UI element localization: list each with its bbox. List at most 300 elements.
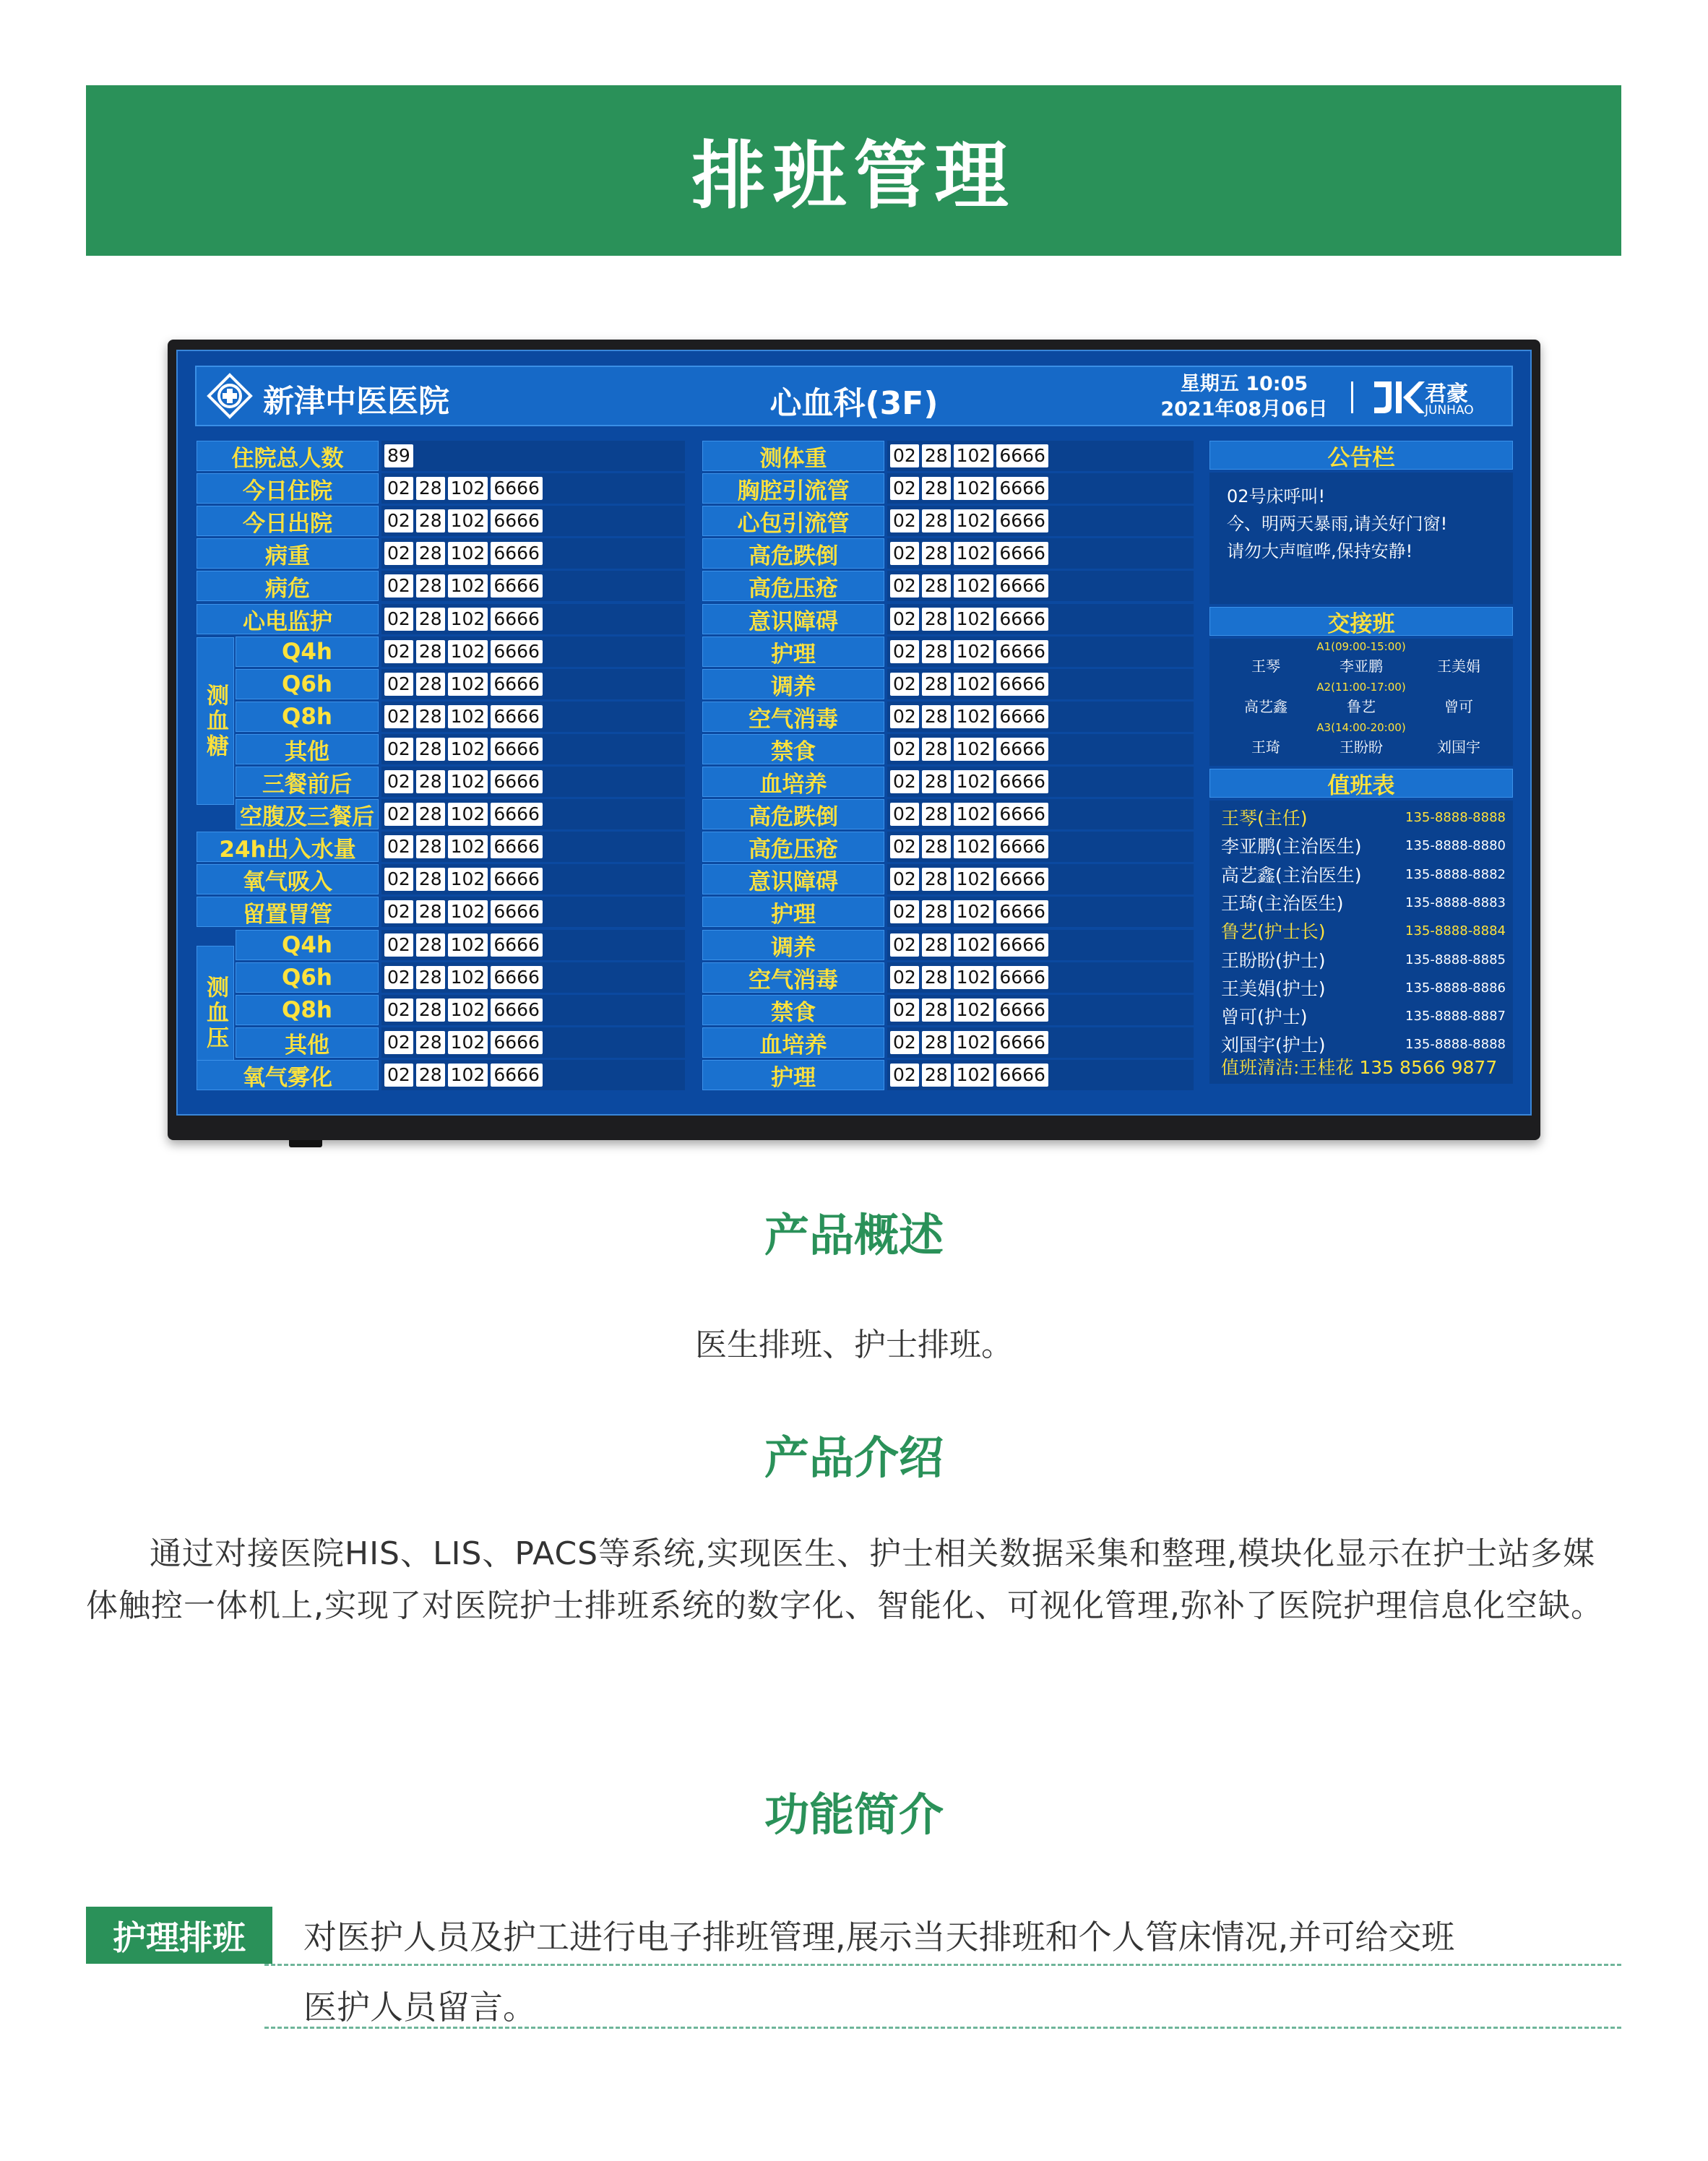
value-box: 6666 — [996, 900, 1048, 923]
duty-name: 王琦(主治医生) — [1221, 893, 1344, 914]
value-box: 6666 — [491, 574, 543, 598]
value-box: 02 — [384, 900, 413, 923]
notice-board-title: 公告栏 — [1209, 441, 1513, 470]
row-values — [381, 767, 685, 797]
row-label: 氧气雾化 — [197, 1060, 379, 1090]
value-box: 02 — [384, 608, 413, 631]
duty-name: 刘国宇(护士) — [1221, 1035, 1326, 1056]
value-box: 6666 — [491, 803, 543, 826]
value-box: 28 — [922, 835, 951, 858]
handover-staff: 王盼盼 — [1340, 738, 1383, 756]
handover-staff: 王美娟 — [1437, 657, 1480, 675]
value-box: 6666 — [491, 608, 543, 631]
row-label: 调养 — [702, 930, 884, 960]
value-box: 102 — [448, 640, 488, 663]
value-box: 28 — [416, 640, 445, 663]
date: 2021年08月06日 — [1160, 398, 1328, 420]
duty-name: 高艺鑫(主治医生) — [1221, 865, 1362, 886]
row-values — [381, 1060, 685, 1090]
value-box: 6666 — [491, 966, 543, 989]
value-box: 02 — [890, 673, 919, 696]
value-box: 28 — [416, 509, 445, 532]
value-box: 102 — [954, 477, 994, 500]
value-box: 6666 — [996, 477, 1048, 500]
duty-name: 王美娟(护士) — [1221, 978, 1326, 999]
value-box: 02 — [384, 1031, 413, 1054]
row-label: 护理 — [702, 637, 884, 667]
duty-phone: 135-8888-8883 — [1405, 894, 1506, 910]
value-box: 102 — [954, 998, 994, 1022]
divider — [1351, 381, 1353, 413]
row-values — [887, 473, 1194, 504]
value-box: 02 — [890, 933, 919, 957]
duty-phone: 135-8888-8882 — [1405, 866, 1506, 882]
value-box: 102 — [954, 933, 994, 957]
row-values — [887, 669, 1194, 699]
row-label: 心电监护 — [197, 604, 379, 634]
row-label: 护理 — [702, 1060, 884, 1090]
handover-staff: 鲁艺 — [1347, 698, 1376, 715]
value-box: 28 — [416, 1031, 445, 1054]
row-label: 其他 — [236, 734, 379, 764]
value-box: 28 — [922, 542, 951, 565]
row-values — [381, 571, 685, 601]
value-box: 102 — [448, 868, 488, 891]
value-box: 6666 — [996, 803, 1048, 826]
value-box: 6666 — [491, 477, 543, 500]
value-box: 28 — [922, 477, 951, 500]
handover-staff: 王琴 — [1251, 657, 1280, 675]
weekday-time: 星期五 10:05 — [1180, 373, 1308, 395]
value-box: 02 — [890, 509, 919, 532]
feature-desc-line1: 对医护人员及护工进行电子排班管理,展示当天排班和个人管床情况,并可给交班 — [303, 1918, 1455, 1957]
value-box: 28 — [416, 673, 445, 696]
row-values — [887, 1060, 1194, 1090]
duty-row — [1221, 917, 1506, 944]
value-box: 28 — [416, 966, 445, 989]
junhao-logo-icon — [1370, 379, 1425, 416]
duty-row — [1221, 946, 1506, 973]
row-values — [381, 702, 685, 732]
value-box: 6666 — [996, 673, 1048, 696]
value-box: 102 — [954, 770, 994, 793]
value-box: 102 — [448, 966, 488, 989]
value-box: 6666 — [491, 1064, 543, 1087]
duty-row — [1221, 832, 1506, 859]
value-box: 6666 — [491, 509, 543, 532]
value-box: 28 — [416, 835, 445, 858]
feature-tag: 护理排班 — [86, 1907, 272, 1964]
value-box: 6666 — [996, 509, 1048, 532]
row-values — [381, 637, 685, 667]
value-box: 28 — [922, 738, 951, 761]
value-box: 102 — [448, 1064, 488, 1087]
row-label: 血培养 — [702, 767, 884, 797]
page-banner — [86, 85, 1621, 256]
value-box: 02 — [890, 608, 919, 631]
value-box: 102 — [954, 509, 994, 532]
value-box: 6666 — [491, 542, 543, 565]
row-values — [887, 962, 1194, 993]
value-box: 102 — [448, 803, 488, 826]
handover-staff: 王琦 — [1251, 738, 1280, 756]
value-box: 02 — [384, 542, 413, 565]
value-box: 102 — [954, 900, 994, 923]
row-values — [381, 995, 685, 1025]
row-values — [381, 930, 685, 960]
value-box: 6666 — [491, 933, 543, 957]
row-label: 高危跌倒 — [702, 538, 884, 569]
value-box: 6666 — [996, 574, 1048, 598]
row-label: 其他 — [236, 1027, 379, 1058]
value-box: 6666 — [491, 835, 543, 858]
row-values — [381, 1027, 685, 1058]
value-box: 02 — [890, 998, 919, 1022]
value-box: 02 — [890, 640, 919, 663]
handover-panel — [1209, 639, 1513, 766]
handover-staff: 曾可 — [1444, 698, 1473, 715]
value-box: 28 — [922, 608, 951, 631]
row-values — [887, 995, 1194, 1025]
value-box: 6666 — [996, 933, 1048, 957]
row-values — [887, 734, 1194, 764]
value-box: 102 — [448, 933, 488, 957]
value-box: 02 — [384, 803, 413, 826]
value-box: 02 — [384, 574, 413, 598]
value-box: 102 — [448, 477, 488, 500]
value-box: 28 — [416, 608, 445, 631]
value-box: 02 — [384, 835, 413, 858]
value-box: 02 — [890, 574, 919, 598]
feature-desc-line2: 医护人员留言。 — [303, 1988, 536, 2027]
value-box: 102 — [954, 608, 994, 631]
value-box: 02 — [384, 640, 413, 663]
row-values — [887, 538, 1194, 569]
value-box: 28 — [416, 933, 445, 957]
value-box: 02 — [384, 770, 413, 793]
duty-name: 王琴(主任) — [1221, 808, 1308, 829]
value-box: 6666 — [491, 868, 543, 891]
value-box: 6666 — [491, 770, 543, 793]
brand-name-en: JUNHAO — [1425, 403, 1474, 418]
value-box: 102 — [954, 1064, 994, 1087]
value-box: 28 — [416, 542, 445, 565]
department-title: 心血科(3F) — [769, 385, 939, 422]
duty-table-title: 值班表 — [1209, 769, 1513, 798]
row-values — [381, 962, 685, 993]
duty-name: 李亚鹏(主治医生) — [1221, 836, 1362, 857]
value-box: 6666 — [491, 1031, 543, 1054]
row-values — [381, 604, 685, 634]
row-label: 血培养 — [702, 1027, 884, 1058]
value-box: 02 — [384, 998, 413, 1022]
row-values — [887, 571, 1194, 601]
row-label: 24h出入水量 — [197, 832, 379, 862]
overview-title: 产品概述 — [764, 1209, 944, 1261]
value-box: 6666 — [996, 738, 1048, 761]
row-label: Q6h — [236, 669, 379, 699]
dashed-divider — [264, 1964, 1621, 1966]
value-box: 6666 — [996, 835, 1048, 858]
row-label: 高危压疮 — [702, 832, 884, 862]
notice-line: 02号床呼叫! — [1227, 486, 1326, 506]
row-label: 高危跌倒 — [702, 799, 884, 829]
row-label: 测体重 — [702, 441, 884, 471]
notice-line: 请勿大声喧哗,保持安静! — [1227, 541, 1413, 561]
value-box: 102 — [448, 574, 488, 598]
value-box: 28 — [416, 705, 445, 728]
value-box: 102 — [954, 673, 994, 696]
dashed-divider — [264, 2027, 1621, 2029]
row-label: Q8h — [236, 995, 379, 1025]
value-box: 102 — [448, 1031, 488, 1054]
duty-name: 鲁艺(护士长) — [1221, 921, 1326, 942]
screen-header — [195, 366, 1513, 426]
row-label: 空腹及三餐后 — [236, 799, 379, 829]
value-box: 02 — [890, 770, 919, 793]
shift-time: A1(09:00-15:00) — [1316, 640, 1406, 653]
row-label: 今日住院 — [197, 473, 379, 504]
value-box: 6666 — [996, 640, 1048, 663]
value-box: 102 — [448, 770, 488, 793]
value-box: 02 — [890, 477, 919, 500]
value-box: 28 — [922, 705, 951, 728]
row-label: 护理 — [702, 897, 884, 927]
value-box: 102 — [954, 1031, 994, 1054]
value-box: 28 — [922, 673, 951, 696]
value-box: 102 — [448, 998, 488, 1022]
duty-phone: 135-8888-8888 — [1405, 809, 1506, 825]
value-box: 28 — [922, 966, 951, 989]
value-box: 02 — [890, 738, 919, 761]
row-values — [887, 604, 1194, 634]
value-box: 28 — [922, 574, 951, 598]
row-values — [887, 864, 1194, 894]
row-label: 空气消毒 — [702, 962, 884, 993]
value-box: 28 — [922, 803, 951, 826]
value-box: 28 — [922, 933, 951, 957]
value-box: 6666 — [491, 738, 543, 761]
value-box: 102 — [448, 509, 488, 532]
value-box: 102 — [448, 673, 488, 696]
row-values — [381, 473, 685, 504]
value-box: 28 — [922, 1031, 951, 1054]
duty-row — [1221, 860, 1506, 888]
value-box: 28 — [922, 1064, 951, 1087]
row-values — [381, 832, 685, 862]
value-box: 02 — [384, 509, 413, 532]
row-label: Q8h — [236, 702, 379, 732]
duty-phone: 135-8888-8885 — [1405, 952, 1506, 967]
handover-staff: 刘国宇 — [1437, 738, 1480, 756]
duty-cleaner: 值班清洁:王桂花 135 8566 9877 — [1221, 1057, 1498, 1078]
value-box: 102 — [954, 640, 994, 663]
value-box: 02 — [384, 933, 413, 957]
value-box: 02 — [890, 900, 919, 923]
banner-title: 排班管理 — [691, 134, 1016, 220]
row-label: 空气消毒 — [702, 702, 884, 732]
brand-name-cn: 君豪 — [1425, 381, 1468, 407]
row-values — [887, 832, 1194, 862]
duty-name: 曾可(护士) — [1221, 1006, 1308, 1027]
row-values — [887, 897, 1194, 927]
value-box: 6666 — [996, 542, 1048, 565]
duty-row — [1221, 974, 1506, 1001]
value-box: 02 — [890, 868, 919, 891]
value-box: 6666 — [491, 705, 543, 728]
value-box: 02 — [890, 444, 919, 467]
row-label: 留置胃管 — [197, 897, 379, 927]
value-box: 6666 — [996, 608, 1048, 631]
row-label: Q4h — [236, 930, 379, 960]
row-label: 病重 — [197, 538, 379, 569]
row-values — [887, 799, 1194, 829]
value-box: 28 — [922, 900, 951, 923]
value-box: 102 — [954, 966, 994, 989]
row-values — [381, 669, 685, 699]
row-label: 胸腔引流管 — [702, 473, 884, 504]
value-box: 02 — [890, 1064, 919, 1087]
row-label: 住院总人数 — [197, 441, 379, 471]
value-box: 6666 — [996, 444, 1048, 467]
value-box: 02 — [384, 705, 413, 728]
value-box: 02 — [384, 673, 413, 696]
value-box: 02 — [384, 477, 413, 500]
value-box: 6666 — [491, 900, 543, 923]
value-box: 6666 — [996, 1031, 1048, 1054]
value-box: 6666 — [491, 640, 543, 663]
value-box: 102 — [448, 738, 488, 761]
display-screen — [176, 350, 1532, 1116]
value-box: 102 — [448, 900, 488, 923]
row-label: 意识障碍 — [702, 604, 884, 634]
monitor-stand — [289, 1140, 322, 1147]
row-label: 高危压疮 — [702, 571, 884, 601]
row-label: 病危 — [197, 571, 379, 601]
value-box: 02 — [890, 803, 919, 826]
row-values — [381, 897, 685, 927]
value-box: 28 — [416, 738, 445, 761]
notice-board — [1209, 473, 1513, 604]
value-box: 28 — [922, 770, 951, 793]
duty-phone: 135-8888-8886 — [1405, 980, 1506, 996]
value-box: 28 — [416, 900, 445, 923]
row-label: 今日出院 — [197, 506, 379, 536]
value-box: 28 — [416, 803, 445, 826]
row-label: 氧气吸入 — [197, 864, 379, 894]
value-box: 28 — [416, 770, 445, 793]
value-box: 02 — [384, 738, 413, 761]
row-label: 调养 — [702, 669, 884, 699]
value-box: 28 — [922, 868, 951, 891]
value-box: 02 — [384, 868, 413, 891]
value-box: 102 — [448, 705, 488, 728]
value-box: 28 — [922, 509, 951, 532]
value-box: 28 — [922, 640, 951, 663]
value-box: 02 — [384, 1064, 413, 1087]
hospital-name: 新津中医医院 — [263, 384, 449, 420]
value-box: 28 — [922, 998, 951, 1022]
row-label: 三餐前后 — [236, 767, 379, 797]
value-box: 102 — [954, 574, 994, 598]
overview-text: 医生排班、护士排班。 — [695, 1327, 1013, 1363]
handover-staff: 李亚鹏 — [1340, 657, 1383, 675]
duty-phone: 135-8888-8887 — [1405, 1008, 1506, 1024]
row-values — [887, 702, 1194, 732]
value-box: 28 — [416, 477, 445, 500]
row-values — [381, 799, 685, 829]
value-box: 02 — [384, 966, 413, 989]
glucose-group-label — [197, 637, 234, 805]
glucose-group-text: 测血糖 — [202, 683, 228, 759]
value-box: 102 — [954, 705, 994, 728]
value-box: 28 — [416, 1064, 445, 1087]
value-box: 102 — [954, 835, 994, 858]
value-box: 102 — [954, 444, 994, 467]
value-box: 6666 — [996, 770, 1048, 793]
value-box: 102 — [954, 803, 994, 826]
row-values — [887, 637, 1194, 667]
value-box: 28 — [416, 868, 445, 891]
features-title: 功能简介 — [764, 1788, 944, 1841]
row-label: 禁食 — [702, 995, 884, 1025]
value-box: 102 — [954, 542, 994, 565]
value-box: 102 — [954, 738, 994, 761]
shift-time: A2(11:00-17:00) — [1316, 681, 1406, 694]
duty-row — [1221, 1002, 1506, 1030]
value-box: 6666 — [996, 1064, 1048, 1087]
value-box: 6666 — [996, 705, 1048, 728]
row-label: Q4h — [236, 637, 379, 667]
row-values — [887, 1027, 1194, 1058]
datetime — [1154, 371, 1334, 422]
duty-name: 王盼盼(护士) — [1221, 950, 1326, 971]
value-box: 02 — [890, 542, 919, 565]
row-label: 意识障碍 — [702, 864, 884, 894]
value-box: 6666 — [996, 998, 1048, 1022]
value-box: 02 — [890, 835, 919, 858]
row-label: 心包引流管 — [702, 506, 884, 536]
duty-row — [1221, 889, 1506, 916]
notice-line: 今、明两天暴雨,请关好门窗! — [1227, 514, 1448, 534]
value-box: 28 — [416, 998, 445, 1022]
intro-text: 通过对接医院HIS、LIS、PACS等系统,实现医生、护士相关数据采集和整理,模块化显示在护士站多媒体触控一体机上,实现了对医院护士排班系统的数字化、智能化、可视化管理,弥补了医院护理信息化空缺。 — [86, 1535, 1603, 1624]
row-values — [887, 506, 1194, 536]
value-box: 102 — [448, 835, 488, 858]
row-label: Q6h — [236, 962, 379, 993]
value-box: 89 — [384, 444, 413, 467]
handover-title: 交接班 — [1209, 607, 1513, 636]
row-values — [887, 930, 1194, 960]
row-values — [381, 538, 685, 569]
intro-title: 产品介绍 — [764, 1431, 944, 1484]
value-box: 102 — [954, 868, 994, 891]
shift-time: A3(14:00-20:00) — [1316, 721, 1406, 734]
duty-phone: 135-8888-8888 — [1405, 1036, 1506, 1052]
value-box: 6666 — [996, 868, 1048, 891]
value-box: 6666 — [996, 966, 1048, 989]
value-box: 6666 — [491, 998, 543, 1022]
value-box: 102 — [448, 542, 488, 565]
value-box: 6666 — [491, 673, 543, 696]
value-box: 02 — [890, 705, 919, 728]
row-values — [887, 767, 1194, 797]
row-label: 禁食 — [702, 734, 884, 764]
value-box: 28 — [922, 444, 951, 467]
value-box: 102 — [448, 608, 488, 631]
value-box: 02 — [890, 1031, 919, 1054]
row-values — [381, 506, 685, 536]
